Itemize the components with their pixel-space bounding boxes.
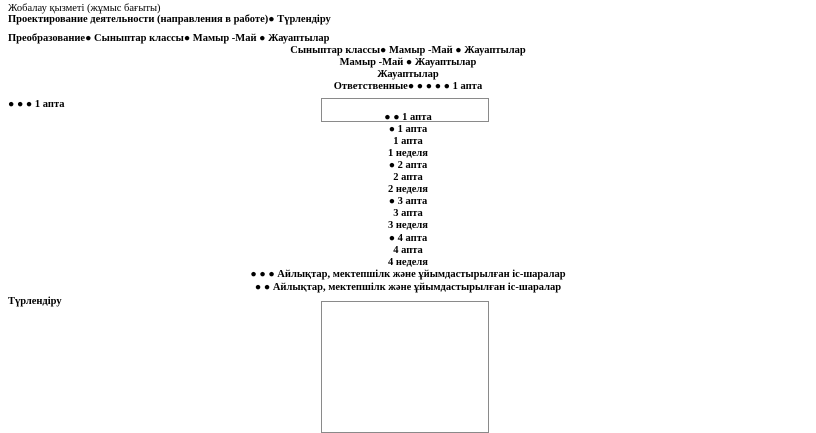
- week-line-2: ● 1 апта: [388, 124, 428, 135]
- center-line-1: Сыныптар классы● Мамыр -Май ● Жауаптылар: [290, 45, 526, 56]
- center-line-4: Ответственные● ● ● ● ● 1 апта: [333, 81, 483, 92]
- bottom-label: Түрлендіру: [8, 296, 62, 307]
- header-line-2: Проектирование деятельности (направления в работе)● Түрлендіру: [8, 14, 331, 25]
- week-line-3: 1 апта: [393, 136, 423, 147]
- center-line-2: Мамыр -Май ● Жауаптылар: [339, 57, 477, 68]
- header-line-1: Жобалау қызметі (жұмыс бағыты): [8, 3, 161, 14]
- week-line-15: ● ● Айлықтар, мектепшілк және ұйымдастырылған іс-шаралар: [254, 282, 562, 293]
- week-line-14: ● ● ● Айлықтар, мектепшілк және ұйымдастырылған іс-шаралар: [250, 269, 566, 280]
- header-line-3: Преобразование● Сыныптар классы● Мамыр -Май ● Жауаптылар: [8, 33, 330, 44]
- bottom-blank-box: [321, 301, 489, 433]
- week-line-10: 3 неделя: [388, 220, 428, 231]
- week-line-12: 4 апта: [393, 245, 423, 256]
- week-line-8: ● 3 апта: [388, 196, 428, 207]
- week-line-7: 2 неделя: [388, 184, 428, 195]
- week-line-13: 4 неделя: [388, 257, 428, 268]
- left-week-label: ● ● ● 1 апта: [8, 99, 65, 110]
- week-line-4: 1 неделя: [388, 148, 428, 159]
- center-line-3: Жауаптылар: [377, 69, 439, 80]
- week-line-6: 2 апта: [393, 172, 423, 183]
- week-line-11: ● 4 апта: [388, 233, 428, 244]
- week-line-1: ● ● 1 апта: [384, 112, 432, 123]
- week-line-5: ● 2 апта: [388, 160, 428, 171]
- week-line-9: 3 апта: [393, 208, 423, 219]
